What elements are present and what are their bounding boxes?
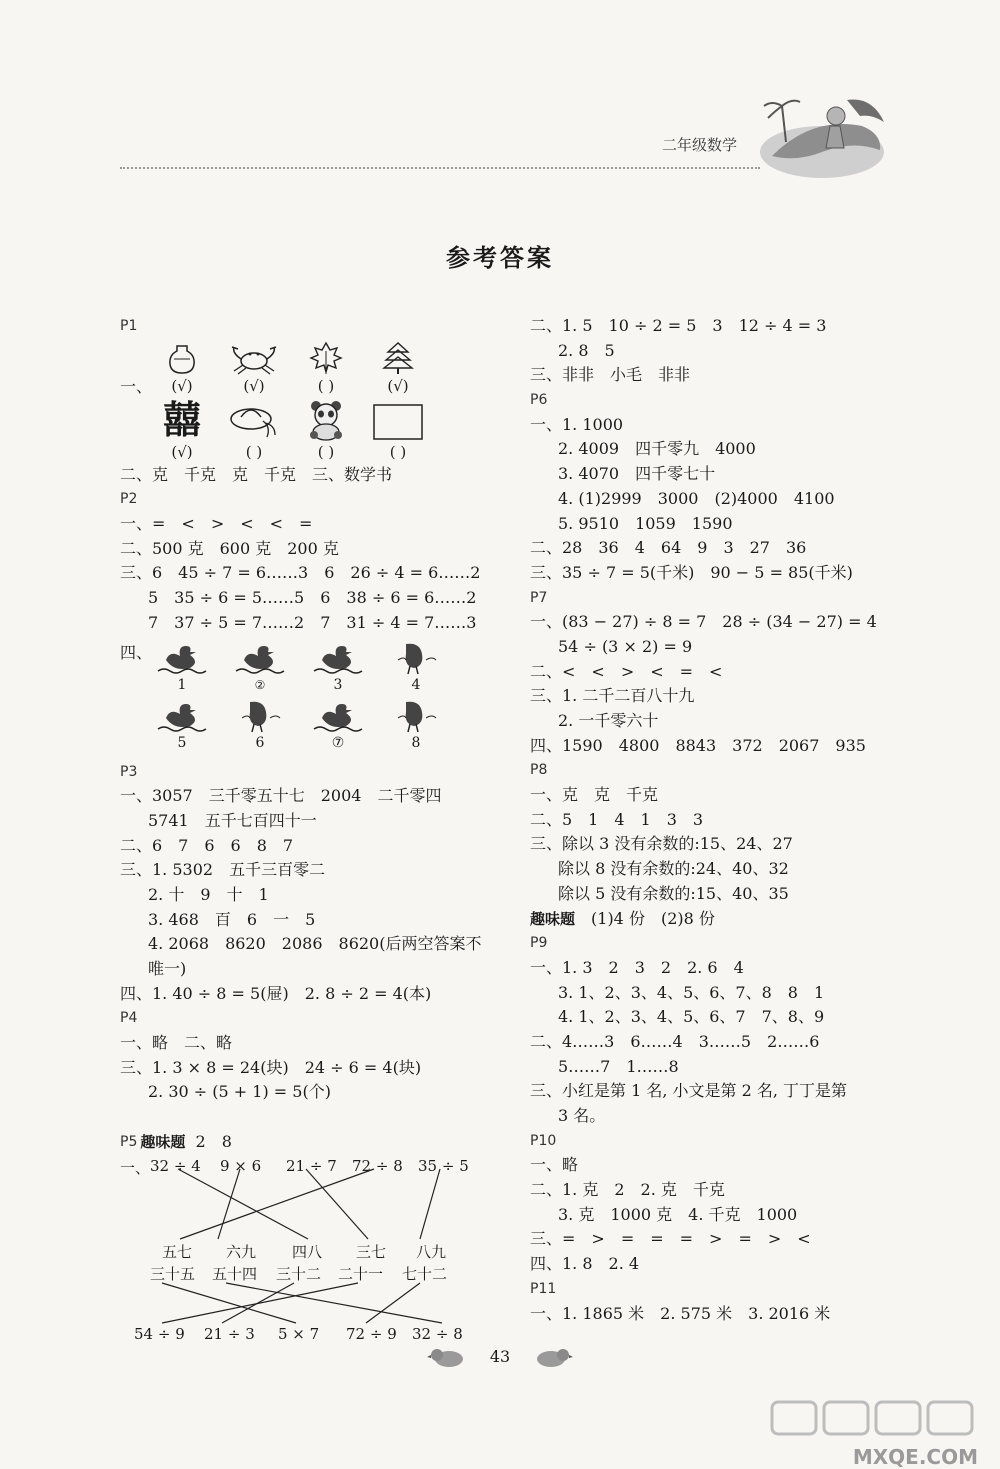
answer-line: 一、(83 − 27) ÷ 8 = 7 28 ÷ (34 − 27) = 4 [530, 612, 877, 632]
fun-question-label: 趣味题 [530, 909, 576, 928]
p3-lines [120, 784, 520, 1006]
answer-line: 二、4……3 6……4 3……5 2……6 [530, 1031, 820, 1051]
p5-mid-number: 五十四 [212, 1264, 258, 1283]
duck-icon [156, 640, 208, 676]
page-label: P11 [530, 1280, 557, 1297]
p5-bottom-expr: 21 ÷ 3 [204, 1324, 255, 1343]
answer-line: 四、1590 4800 8843 372 2067 935 [530, 735, 866, 755]
p1-item-box [364, 403, 432, 463]
page-label: P6 [530, 392, 548, 409]
section-label: 一、 [120, 376, 153, 396]
answer-line: 二、28 36 4 64 9 3 27 36 [530, 538, 807, 558]
p1-mark: (√) [171, 442, 193, 461]
duck-item [148, 640, 216, 694]
p5-top-expr: 35 ÷ 5 [418, 1156, 469, 1175]
page-label-p1: P1 [120, 318, 138, 334]
page-label-p3: P3 [120, 763, 138, 780]
page-footer [0, 1345, 1000, 1369]
page-label: P7 [530, 589, 548, 606]
page-label: P8 [530, 762, 548, 779]
right-column [530, 314, 930, 1326]
page-label-p5: P5 [120, 1133, 138, 1150]
left-column [120, 314, 520, 1345]
p5-mid-number: 二十一 [338, 1264, 384, 1283]
p5-top-expr: 32 ÷ 4 [150, 1156, 201, 1175]
duck-row-2 [148, 698, 460, 752]
p3-line: 唯一) [148, 959, 187, 978]
crab-icon [226, 343, 282, 375]
page-label: P9 [530, 935, 548, 952]
p5-mid-word: 五七 [162, 1242, 193, 1261]
duck-number: 6 [255, 734, 265, 751]
p3-line: 二、6 7 6 6 8 7 [120, 835, 294, 855]
p5-matching-exercise [120, 1155, 520, 1345]
duck-icon [156, 698, 208, 734]
page-label-p4: P4 [120, 1010, 138, 1027]
duck-icon [234, 640, 286, 676]
answer-line: 2. 4009 四千零九 4000 [558, 439, 756, 459]
p1-mark: (√) [387, 376, 409, 395]
answer-line: 3 名。 [558, 1106, 606, 1125]
p1-mark: ( ) [317, 376, 335, 395]
diving-duck-icon [390, 640, 442, 676]
p5-bottom-expr: 32 ÷ 8 [412, 1324, 463, 1343]
answer-line: 三、除以 3 没有余数的:15、24、27 [530, 834, 793, 854]
answer-line: 一、1. 1865 米 2. 575 米 3. 2016 米 [530, 1303, 831, 1323]
p1-item-vase [148, 343, 216, 397]
p1-line: 二、克 千克 克 千克 三、数学书 [120, 464, 393, 484]
answer-line: 三、非非 小毛 非非 [530, 365, 691, 385]
duck-item [382, 698, 450, 752]
answer-line: 3. 4070 四千零七十 [558, 464, 716, 484]
p1-item-xi [148, 396, 216, 463]
p1-item-hat [220, 401, 288, 463]
fun-question-label: 趣味题 [140, 1132, 186, 1151]
answer-line: 2. 8 5 [558, 340, 615, 360]
p2-line: 一、= < > < < = [120, 514, 313, 534]
duck-number: 4 [411, 676, 421, 693]
p1-mark: ( ) [389, 442, 407, 461]
p5-mid-number: 三十二 [276, 1264, 322, 1283]
answer-line: 4. 1、2、3、4、5、6、7 7、8、9 [558, 1007, 825, 1027]
p5-mid-word: 三七 [356, 1242, 387, 1261]
answer-line: 二、< < > < = < [530, 661, 723, 681]
watermark-text: MXQE.COM [852, 1445, 978, 1469]
bear-icon [305, 399, 347, 441]
p4-lines [120, 1031, 520, 1105]
duck-number: 1 [177, 676, 187, 693]
p1-item-tree [364, 341, 432, 397]
duck-number: ⑦ [331, 734, 345, 751]
p5-top-expr: 9 × 6 [220, 1156, 262, 1175]
answer-line: 三、= > = = = > = > < [530, 1229, 811, 1249]
p5-mid-word: 四八 [292, 1242, 323, 1261]
answer-line: 一、1. 3 2 3 2 2. 6 4 [530, 957, 744, 977]
answer-line: 一、1. 1000 [530, 414, 624, 434]
duck-item [304, 698, 372, 752]
p3-line: 三、1. 5302 五千三百零二 [120, 860, 326, 880]
duck-number: 3 [333, 676, 343, 693]
p1-mark: (√) [243, 376, 265, 395]
answer-line: 一、略 [530, 1155, 579, 1175]
page-label: P10 [530, 1132, 557, 1149]
p5-bottom-expr: 5 × 7 [278, 1324, 320, 1343]
duck-item [148, 698, 216, 752]
p1-item-leaf [292, 341, 360, 397]
diving-duck-icon [390, 698, 442, 734]
p1-mark: ( ) [317, 442, 335, 461]
p5-top-expr: 72 ÷ 8 [352, 1156, 403, 1175]
section-label: 四、 [120, 642, 153, 662]
answer-line: 三、小红是第 1 名, 小文是第 2 名, 丁丁是第 [530, 1081, 848, 1101]
p1-mark: ( ) [245, 442, 263, 461]
answer-line: 5……7 1……8 [558, 1056, 679, 1076]
p2-duck-section [120, 636, 520, 760]
p3-line: 一、3057 三千零五十七 2004 二千零四 [120, 786, 442, 806]
answer-line: 2. 一千零六十 [558, 711, 659, 730]
p1-mark: (√) [171, 376, 193, 395]
box-icon [372, 403, 424, 441]
answer-line: 一、克 克 千克 [530, 785, 659, 805]
p5-mid-number: 七十二 [402, 1264, 448, 1283]
p5-mid-number: 三十五 [150, 1264, 196, 1283]
p2-line: 5 35 ÷ 6 = 5……5 6 38 ÷ 6 = 6……2 [148, 588, 477, 608]
answer-line: 4. (1)2999 3000 (2)4000 4100 [558, 488, 835, 508]
answer-line: 3. 1、2、3、4、5、6、7、8 8 1 [558, 982, 825, 1002]
p3-line: 四、1. 40 ÷ 8 = 5(屉) 2. 8 ÷ 2 = 4(本) [120, 983, 432, 1003]
p5-mid-word: 六九 [226, 1242, 257, 1261]
p4-line: 三、1. 3 × 8 = 24(块) 24 ÷ 6 = 4(块) [120, 1057, 422, 1077]
vase-icon [164, 343, 200, 375]
header-divider [120, 167, 760, 169]
duck-item [382, 640, 450, 694]
diving-duck-icon [234, 698, 286, 734]
answer-line: 二、1. 克 2 2. 克 千克 [530, 1180, 725, 1200]
p2-line: 7 37 ÷ 5 = 7……2 7 31 ÷ 4 = 7……3 [148, 612, 477, 632]
fun-question-answer: 2 8 [195, 1131, 232, 1151]
duck-icon [312, 640, 364, 676]
p3-line: 4. 2068 8620 2086 8620(后两空答案不 [148, 934, 482, 954]
duck-number: 8 [411, 734, 421, 751]
header-subject: 二年级数学 [662, 136, 738, 154]
page-number: 43 [489, 1346, 511, 1366]
p3-line: 2. 十 9 十 1 [148, 884, 269, 904]
p2-line: 二、500 克 600 克 200 克 [120, 538, 339, 558]
duck-item [226, 698, 294, 752]
fun-question-line [530, 907, 930, 932]
answer-line: 5. 9510 1059 1590 [558, 513, 733, 533]
p1-picture-row-2 [120, 397, 520, 463]
fun-question-answer: (1)4 份 (2)8 份 [575, 908, 715, 928]
answer-line: 除以 5 没有余数的:15、40、35 [558, 883, 789, 903]
answer-line: 三、35 ÷ 7 = 5(千米) 90 − 5 = 85(千米) [530, 562, 853, 582]
page-title: 参考答案 [446, 243, 554, 272]
p3-line: 3. 468 百 6 一 5 [148, 909, 316, 929]
answer-line: 3. 克 1000 克 4. 千克 1000 [558, 1204, 798, 1224]
p1-item-bear [292, 399, 360, 463]
p1-picture-row-1 [120, 339, 520, 397]
duck-item [304, 640, 372, 694]
answer-line: 54 ÷ (3 × 2) = 9 [558, 636, 693, 656]
p2-line: 三、6 45 ÷ 7 = 6……3 6 26 ÷ 4 = 6……2 [120, 563, 481, 583]
p3-line: 5741 五千七百四十一 [148, 810, 317, 830]
p4-line: 2. 30 ÷ (5 + 1) = 5(个) [148, 1082, 331, 1102]
duck-number: ② [254, 677, 266, 692]
duck-row-1 [148, 640, 460, 694]
xi-character-icon: 囍 [162, 396, 201, 442]
p5-top-expr: 21 ÷ 7 [286, 1156, 337, 1175]
hat-icon [229, 401, 279, 441]
p5-bottom-expr: 54 ÷ 9 [134, 1324, 185, 1343]
duck-number: 5 [177, 734, 187, 751]
p4-line: 一、略 二、略 [120, 1033, 233, 1053]
duck-item [226, 640, 294, 694]
bird-right-icon [533, 1345, 573, 1369]
tree-icon [381, 341, 415, 375]
answer-line: 二、1. 5 10 ÷ 2 = 5 3 12 ÷ 4 = 3 [530, 316, 827, 335]
bird-left-icon [427, 1345, 467, 1369]
answer-line: 除以 8 没有余数的:24、40、32 [558, 859, 789, 879]
header-illustration [752, 86, 892, 182]
section-label: 一、 [120, 1158, 151, 1177]
p1-item-crab [220, 343, 288, 397]
p5-bottom-expr: 72 ÷ 9 [346, 1324, 397, 1343]
leaf-icon [309, 341, 343, 375]
answer-line: 二、5 1 4 1 3 3 [530, 809, 704, 829]
p5-mid-word: 八九 [416, 1242, 447, 1261]
answer-line: 四、1. 8 2. 4 [530, 1254, 640, 1274]
duck-icon [312, 698, 364, 734]
answer-line: 三、1. 二千二百八十九 [530, 686, 695, 706]
page-label-p2: P2 [120, 491, 138, 508]
